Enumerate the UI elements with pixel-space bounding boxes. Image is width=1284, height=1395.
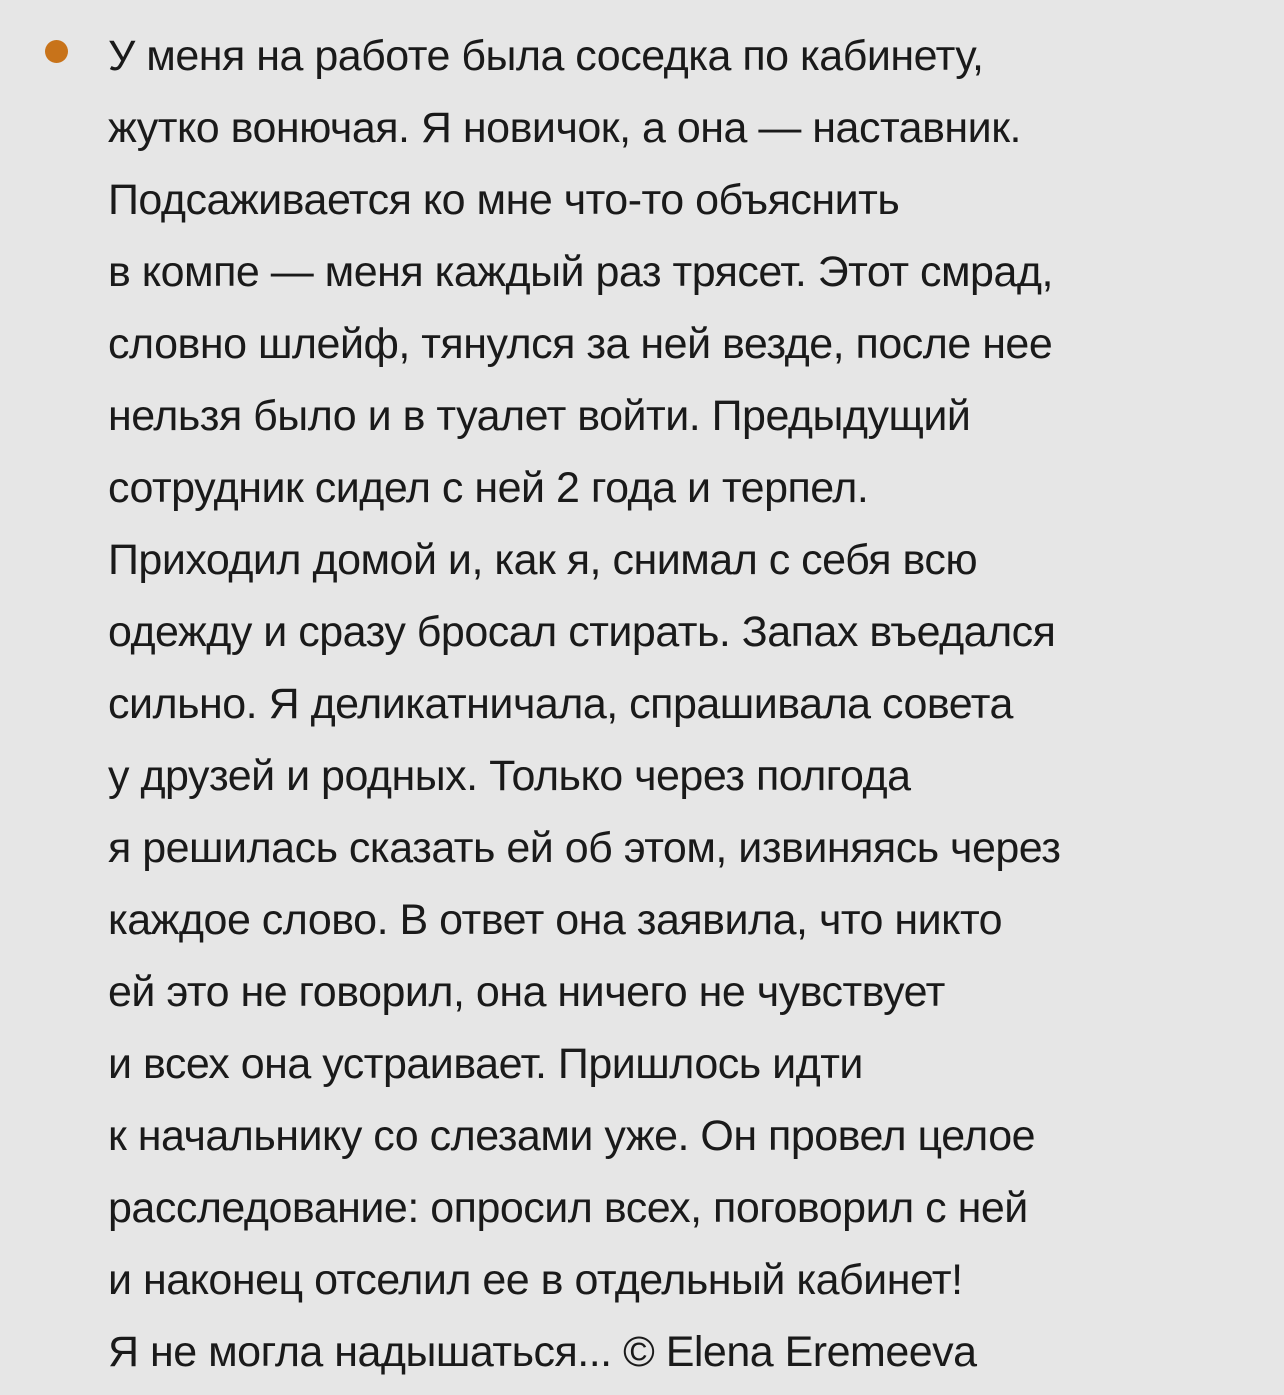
story-line: у друзей и родных. Только через полгода bbox=[108, 752, 911, 800]
story-line: я решилась сказать ей об этом, извиняясь через bbox=[108, 824, 1061, 872]
story-line: сильно. Я деликатничала, спрашивала совета bbox=[108, 680, 1013, 728]
story-line: Приходил домой и, как я, снимал с себя всю bbox=[108, 536, 978, 584]
story-line: и наконец отселил ее в отдельный кабинет! bbox=[108, 1256, 963, 1304]
story-line: Подсаживается ко мне что-то объяснить bbox=[108, 176, 900, 224]
story-line: к начальнику со слезами уже. Он провел целое bbox=[108, 1112, 1036, 1160]
story-line: словно шлейф, тянулся за ней везде, после нее bbox=[108, 320, 1053, 368]
story-line: ей это не говорил, она ничего не чувствует bbox=[108, 968, 945, 1016]
story-text bbox=[108, 20, 1278, 1388]
story-line: сотрудник сидел с ней 2 года и терпел. bbox=[108, 464, 869, 512]
story-line: У меня на работе была соседка по кабинету, bbox=[108, 32, 984, 80]
story-line: и всех она устраивает. Пришлось идти bbox=[108, 1040, 863, 1088]
story-line: каждое слово. В ответ она заявила, что никто bbox=[108, 896, 1003, 944]
story-line: нельзя было и в туалет войти. Предыдущий bbox=[108, 392, 971, 440]
story-line: жутко вонючая. Я новичок, а она — наставник. bbox=[108, 104, 1021, 152]
story-line: расследование: опросил всех, поговорил с ней bbox=[108, 1184, 1028, 1232]
bullet-dot-icon bbox=[45, 40, 68, 63]
story-line: в компе — меня каждый раз трясет. Этот смрад, bbox=[108, 248, 1053, 296]
story-line: одежду и сразу бросал стирать. Запах въедался bbox=[108, 608, 1056, 656]
story-line: Я не могла надышаться... © Elena Eremeeva bbox=[108, 1328, 977, 1376]
